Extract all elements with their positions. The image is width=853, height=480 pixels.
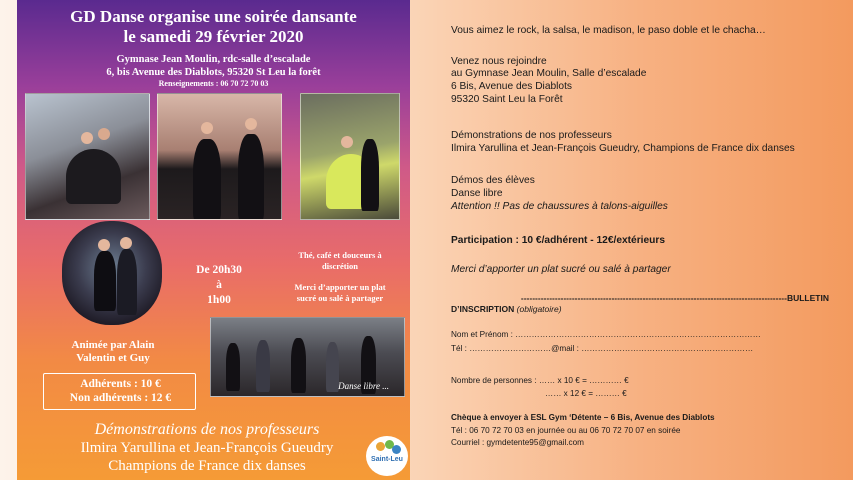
name-field-line: Nom et Prénom : ……………………………………………………………………………… <box>451 330 761 339</box>
intro-text: Vous aimez le rock, la salsa, le madison, le paso doble et le chacha… <box>451 25 766 36</box>
ballroom-couple-photo <box>25 93 150 220</box>
people-count-line-2: …… x 12 € = ……… € <box>545 389 627 398</box>
inscription-label: D’INSCRIPTION <box>451 304 515 314</box>
poster-demo-names: Ilmira Yarullina et Jean-François Gueudry <box>80 440 334 456</box>
poster-demo-title: Champions de France dix danses <box>108 458 306 474</box>
price-box <box>43 373 196 410</box>
free-dance-caption: Danse libre ... <box>338 381 389 391</box>
tel-mail-field-line: Tél : …………………………@mail : ……………………………………………………… <box>451 344 754 353</box>
city-text: 95320 Saint Leu la Forêt <box>451 94 563 105</box>
poster-hosts-2: Valentin et Guy <box>76 352 150 364</box>
poster-dish-note-2: sucré ou salé à partager <box>296 293 384 303</box>
student-demo: Démos des élèves <box>451 175 535 186</box>
free-dance-photo <box>210 317 405 397</box>
teachers-couple-photo <box>157 93 282 220</box>
latin-couple-photo <box>62 221 162 325</box>
poster-refreshments-2: discrétion <box>322 261 358 271</box>
participation-fee: Participation : 10 €/adhérent - 12€/extérieurs <box>451 235 666 246</box>
free-dance: Danse libre <box>451 188 503 199</box>
competition-couple-photo <box>300 93 400 220</box>
poster-date: le samedi 29 février 2020 <box>123 27 304 46</box>
cheque-address: Chèque à envoyer à ESL Gym ‘Détente – 6 Bis, Avenue des Diablots <box>451 413 715 422</box>
price-members: Adhérents : 10 € <box>80 378 161 390</box>
join-text: Venez nous rejoindre <box>451 56 547 67</box>
venue-text: au Gymnase Jean Moulin, Salle d’escalade <box>451 68 647 79</box>
poster-venue: Gymnase Jean Moulin, rdc-salle d’escalade <box>116 54 311 65</box>
logo-text: Saint-Leu <box>371 456 403 463</box>
bulletin-title <box>451 303 562 315</box>
price-non-members: Non adhérents : 12 € <box>69 392 172 404</box>
event-poster <box>17 0 410 480</box>
contact-email: Courriel : gymdetente95@gmail.com <box>451 438 584 447</box>
bulletin-separator: ----------------------------------------------------------------------------------------------BULLETIN <box>520 293 829 303</box>
poster-title: GD Danse organise une soirée dansante <box>70 7 357 26</box>
people-count-line: Nombre de personnes : …… x 10 € = ………… € <box>451 376 629 385</box>
shoes-warning: Attention !! Pas de chaussures à talons-aiguilles <box>451 201 668 212</box>
poster-time-start: De 20h30 <box>196 264 242 276</box>
demo-names: Ilmira Yarullina et Jean-François Gueudry, Champions de France dix danses <box>451 143 795 154</box>
poster-refreshments: Thé, café et douceurs à <box>298 250 382 260</box>
poster-demo-heading: Démonstrations de nos professeurs <box>94 421 320 438</box>
contact-phone: Tél : 06 70 72 70 03 en journée ou au 06 70 72 70 07 en soirée <box>451 426 681 435</box>
street-text: 6 Bis, Avenue des Diablots <box>451 81 573 92</box>
poster-address: 6, bis Avenue des Diablots, 95320 St Leu la forêt <box>106 67 321 78</box>
poster-time-sep: à <box>216 279 222 291</box>
poster-time-end: 1h00 <box>207 294 231 306</box>
obligatoire-label: (obligatoire) <box>516 304 562 314</box>
dish-request: Merci d’apporter un plat sucré ou salé à partager <box>451 264 671 275</box>
saint-leu-logo <box>366 436 408 476</box>
poster-registration: Renseignements : 06 70 72 70 03 <box>158 79 269 88</box>
demo-heading: Démonstrations de nos professeurs <box>451 130 612 141</box>
poster-dish-note: Merci d’apporter un plat <box>294 282 386 292</box>
poster-hosts: Animée par Alain <box>71 339 155 351</box>
